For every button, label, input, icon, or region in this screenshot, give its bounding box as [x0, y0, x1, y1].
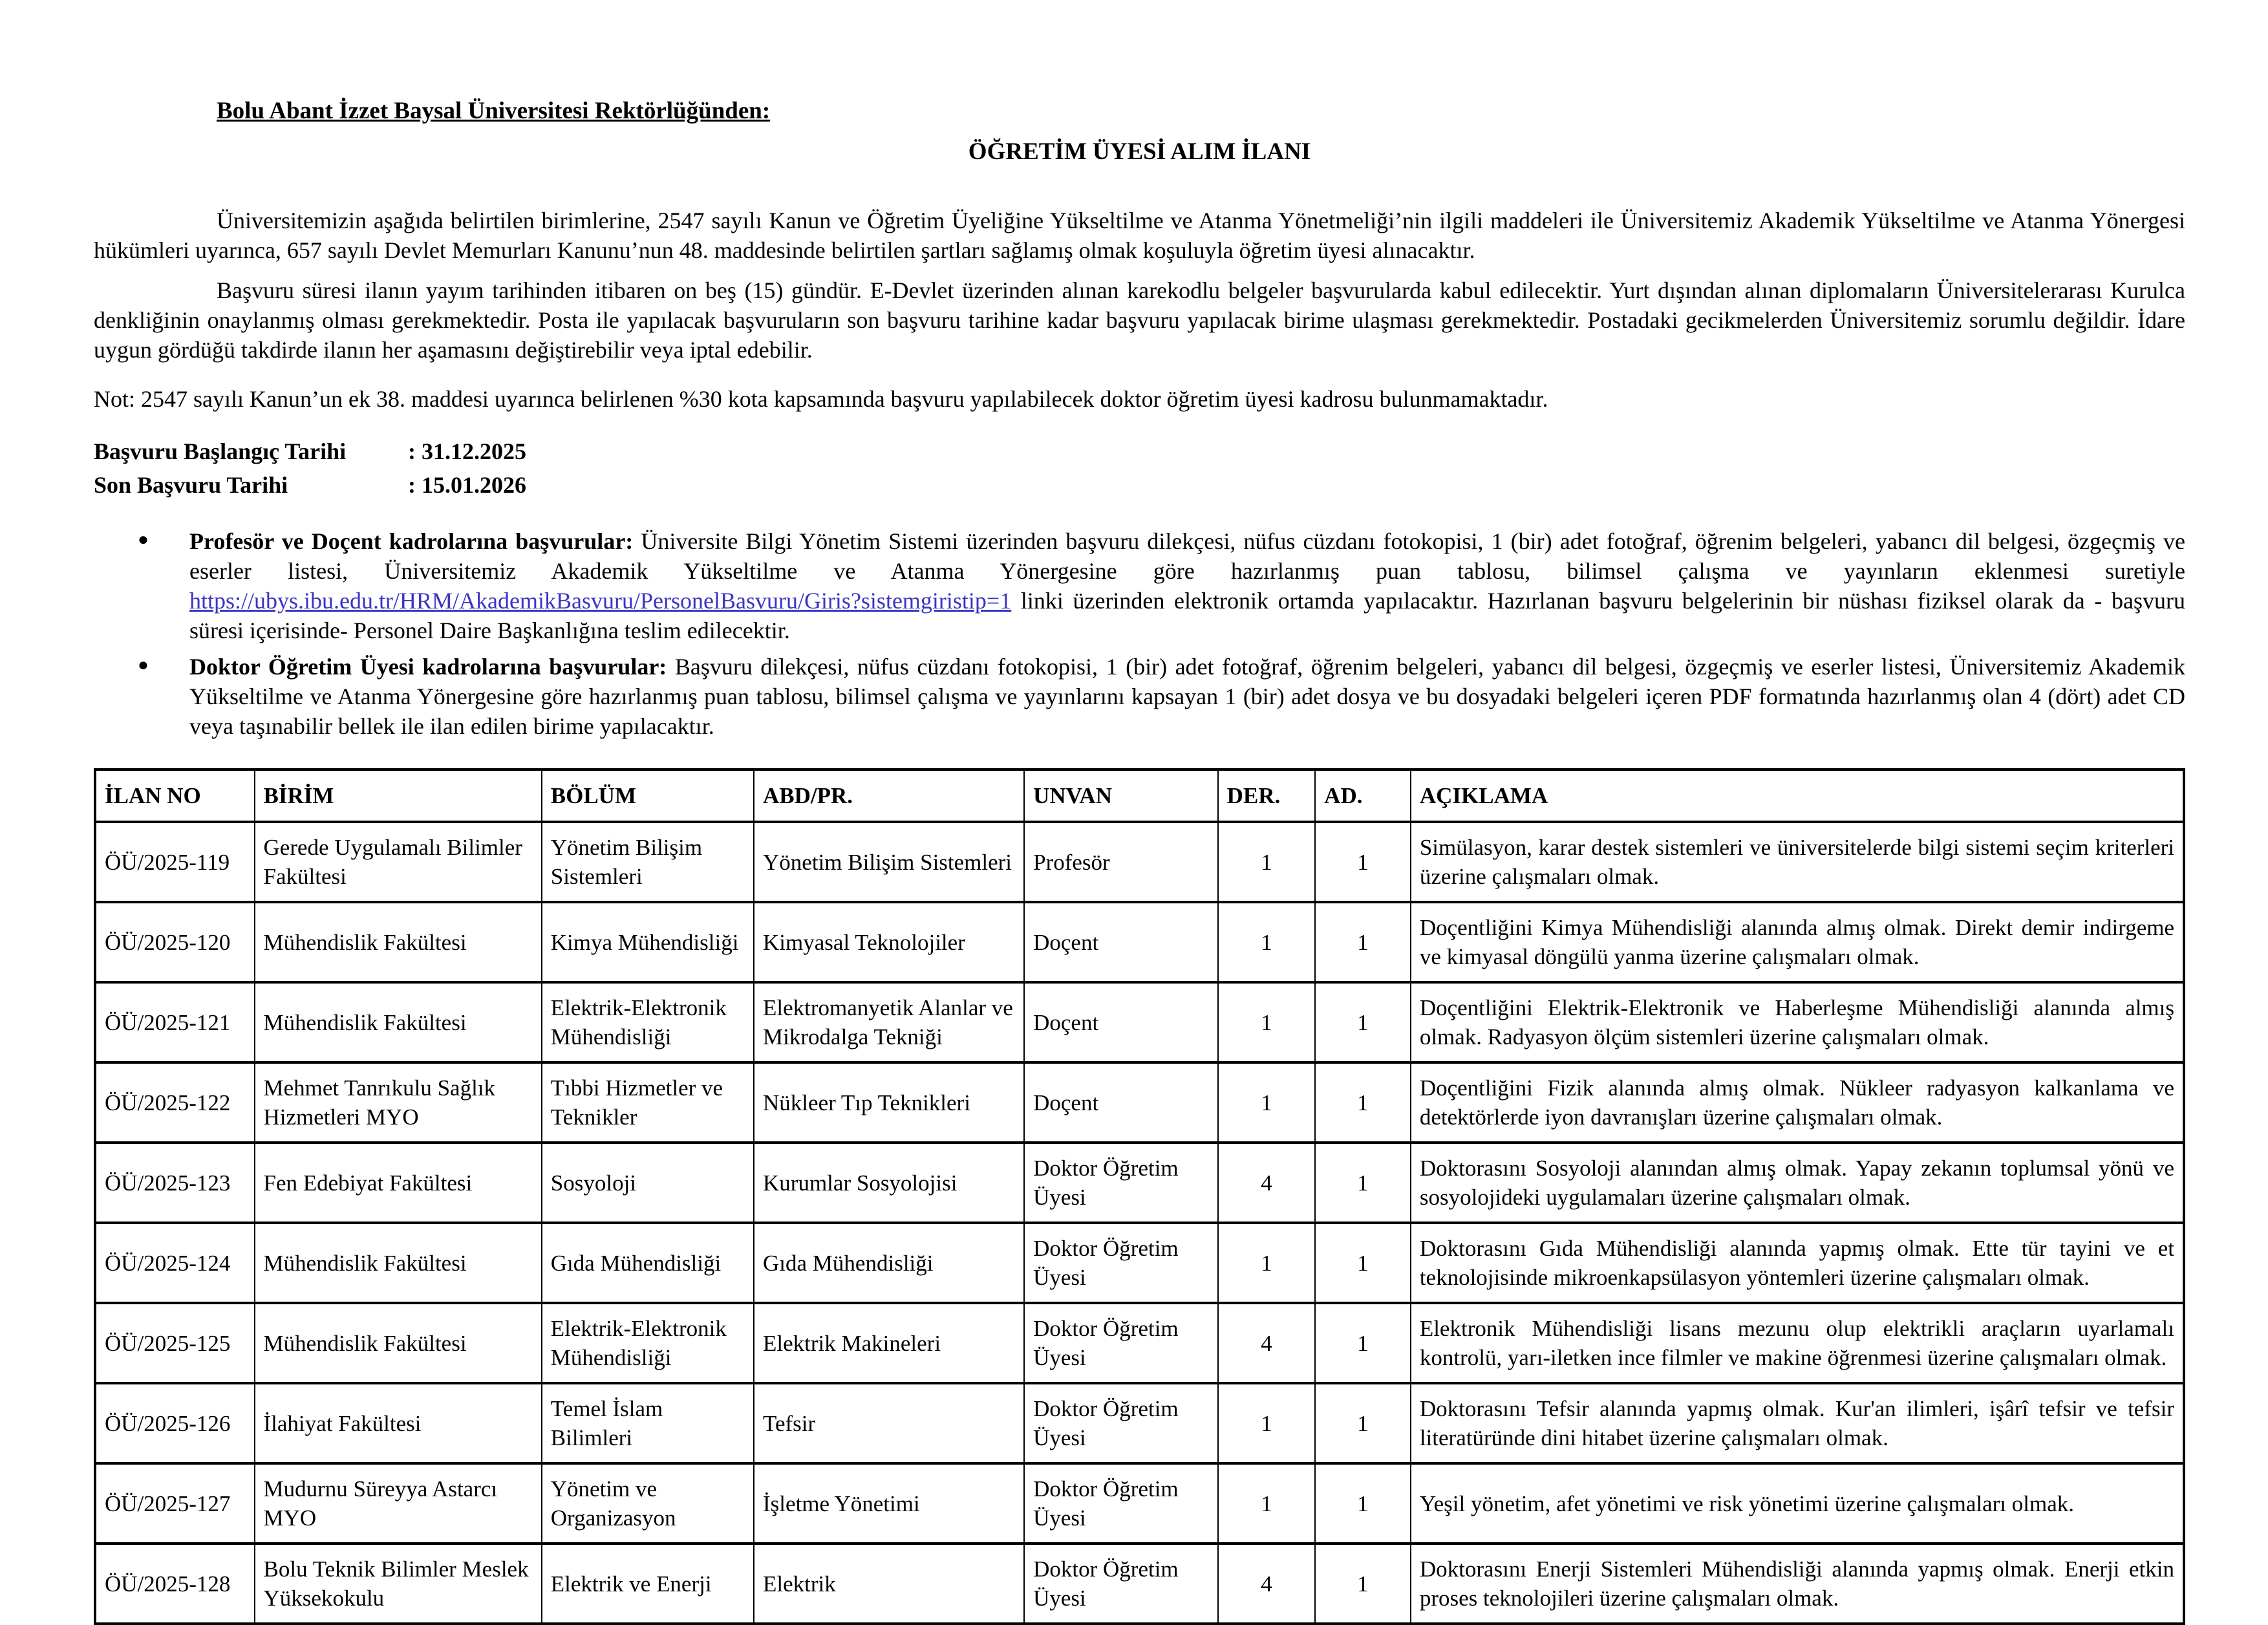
- cell-bolum: Sosyoloji: [542, 1143, 754, 1223]
- cell-unvan: Doktor Öğretim Üyesi: [1024, 1383, 1218, 1463]
- cell-unvan: Doçent: [1024, 902, 1218, 982]
- end-date-label: Son Başvuru Tarihi: [94, 472, 288, 498]
- cell-ad: 1: [1315, 1463, 1411, 1544]
- cell-der: 1: [1218, 1223, 1316, 1303]
- table-row: [95, 902, 2184, 982]
- cell-ilan-no: ÖÜ/2025-119: [95, 822, 255, 902]
- cell-bolum: Tıbbi Hizmetler ve Teknikler: [542, 1062, 754, 1143]
- paragraph-application-rules: Başvuru süresi ilanın yayım tarihinden itibaren on beş (15) gündür. E-Devlet üzerinden alınan karekodlu belgeler başvurularda kabul edilecektir. Yurt dışından alınan diplomaların Üniversitelerarası Kurulca denkliğinin onaylanmış olması gerekmektedir. Posta ile yapılacak başvuruların son başvuru tarihine kadar başvuru yapılacak birime ulaşması gerekmektedir. Postadaki gecikmelerden Üniversitemiz sorumlu değildir. İdare uygun gördüğü takdirde ilanın her aşamasını değiştirebilir veya iptal edebilir.: [94, 277, 2185, 363]
- cell-ad: 1: [1315, 902, 1411, 982]
- header-ilan-no: İLAN NO: [95, 769, 255, 822]
- table-row: [95, 1223, 2184, 1303]
- cell-birim: Mudurnu Süreyya Astarcı MYO: [255, 1463, 542, 1544]
- header-birim: BİRİM: [255, 769, 542, 822]
- bullet-text-after-link: linki üzerinden elektronik ortamda yapılacaktır. Hazırlanan başvuru belgelerinin bir nüshası fiziksel olarak da - başvuru süresi içerisinde- Personel Daire Başkanlığına teslim edilecektir.: [189, 588, 2185, 643]
- paragraph-intro: Üniversitemizin aşağıda belirtilen birimlerine, 2547 sayılı Kanun ve Öğretim Üyeliğine Yükseltilme ve Atanma Yönetmeliği’nin ilgili maddeleri ile Üniversitemiz Akademik Yükseltilme ve Atanma Yönergesi hükümleri uyarınca, 657 sayılı Devlet Memurları Kanunu’nun 48. maddesinde belirtilen şartları sağlamış olmak koşuluyla öğretim üyesi alınacaktır.: [94, 208, 2185, 263]
- cell-der: 4: [1218, 1303, 1316, 1383]
- cell-unvan: Doktor Öğretim Üyesi: [1024, 1223, 1218, 1303]
- cell-ilan-no: ÖÜ/2025-128: [95, 1544, 255, 1624]
- cell-birim: Gerede Uygulamalı Bilimler Fakültesi: [255, 822, 542, 902]
- cell-ilan-no: ÖÜ/2025-127: [95, 1463, 255, 1544]
- bullet-doktor-ogretim-uyesi: [138, 652, 2185, 741]
- cell-aciklama: Yeşil yönetim, afet yönetimi ve risk yönetimi üzerine çalışmaları olmak.: [1411, 1463, 2184, 1544]
- cell-unvan: Doçent: [1024, 982, 1218, 1062]
- cell-abd-pr: Nükleer Tıp Teknikleri: [754, 1062, 1024, 1143]
- table-row: [95, 1383, 2184, 1463]
- cell-ilan-no: ÖÜ/2025-123: [95, 1143, 255, 1223]
- cell-der: 4: [1218, 1544, 1316, 1624]
- cell-ilan-no: ÖÜ/2025-125: [95, 1303, 255, 1383]
- cell-abd-pr: Elektromanyetik Alanlar ve Mikrodalga Tekniği: [754, 982, 1024, 1062]
- cell-ad: 1: [1315, 1544, 1411, 1624]
- cell-bolum: Gıda Mühendisliği: [542, 1223, 754, 1303]
- table-row: [95, 1062, 2184, 1143]
- cell-unvan: Doktor Öğretim Üyesi: [1024, 1143, 1218, 1223]
- cell-der: 1: [1218, 982, 1316, 1062]
- header-der: DER.: [1218, 769, 1316, 822]
- cell-birim: Mehmet Tanrıkulu Sağlık Hizmetleri MYO: [255, 1062, 542, 1143]
- header-aciklama: AÇIKLAMA: [1411, 769, 2184, 822]
- cell-unvan: Doktor Öğretim Üyesi: [1024, 1463, 1218, 1544]
- cell-ad: 1: [1315, 822, 1411, 902]
- cell-aciklama: Doçentliğini Fizik alanında almış olmak. Nükleer radyasyon kalkanlama ve detektörlerde iyon davranışları üzerine çalışmaları olmak.: [1411, 1062, 2184, 1143]
- table-row: [95, 822, 2184, 902]
- cell-aciklama: Doçentliğini Kimya Mühendisliği alanında almış olmak. Direkt demir indirgeme ve kimyasal döngülü yanma üzerine çalışmaları olmak.: [1411, 902, 2184, 982]
- cell-aciklama: Doktorasını Enerji Sistemleri Mühendisliği alanında yapmış olmak. Enerji etkin proses teknolojileri üzerine çalışmaları olmak.: [1411, 1544, 2184, 1624]
- cell-unvan: Profesör: [1024, 822, 1218, 902]
- cell-der: 1: [1218, 1463, 1316, 1544]
- bullet-icon: ●: [138, 655, 149, 675]
- cell-ilan-no: ÖÜ/2025-121: [95, 982, 255, 1062]
- cell-bolum: Elektrik ve Enerji: [542, 1544, 754, 1624]
- cell-birim: Mühendislik Fakültesi: [255, 1223, 542, 1303]
- cell-bolum: Temel İslam Bilimleri: [542, 1383, 754, 1463]
- table-row: [95, 1303, 2184, 1383]
- bullet-text-before-link: Üniversite Bilgi Yönetim Sistemi üzerinden başvuru dilekçesi, nüfus cüzdanı fotokopisi, 1 (bir) adet fotoğraf, öğrenim belgeleri, yabancı dil belgesi, özgeçmiş ve eserler listesi, Üniversitemiz Akademik Yükseltilme ve Atanma Yönergesine göre hazırlanmış puan tablosu, bilimsel çalışma ve yayınların eklenmesi suretiyle: [189, 528, 2185, 584]
- cell-birim: İlahiyat Fakültesi: [255, 1383, 542, 1463]
- cell-ilan-no: ÖÜ/2025-120: [95, 902, 255, 982]
- cell-bolum: Yönetim Bilişim Sistemleri: [542, 822, 754, 902]
- page-title: Bolu Abant İzzet Baysal Üniversitesi Rektörlüğünden:: [217, 98, 771, 124]
- start-date-value: 31.12.2025: [422, 438, 526, 464]
- bullet-bold-lead: Profesör ve Doçent kadrolarına başvurular:: [189, 528, 634, 554]
- cell-bolum: Elektrik-Elektronik Mühendisliği: [542, 1303, 754, 1383]
- cell-unvan: Doktor Öğretim Üyesi: [1024, 1544, 1218, 1624]
- cell-aciklama: Doktorasını Gıda Mühendisliği alanında yapmış olmak. Ette tür tayini ve et teknolojisinde mikroenkapsülasyon yöntemleri üzerine çalışmaları olmak.: [1411, 1223, 2184, 1303]
- cell-ad: 1: [1315, 1223, 1411, 1303]
- cell-bolum: Yönetim ve Organizasyon: [542, 1463, 754, 1544]
- cell-bolum: Kimya Mühendisliği: [542, 902, 754, 982]
- application-dates: [94, 435, 2185, 502]
- cell-abd-pr: Tefsir: [754, 1383, 1024, 1463]
- cell-abd-pr: Yönetim Bilişim Sistemleri: [754, 822, 1024, 902]
- cell-abd-pr: İşletme Yönetimi: [754, 1463, 1024, 1544]
- table-body: [95, 822, 2184, 1624]
- cell-birim: Mühendislik Fakültesi: [255, 1303, 542, 1383]
- table-row: [95, 1463, 2184, 1544]
- application-bullet-list: [94, 526, 2185, 741]
- cell-ad: 1: [1315, 1303, 1411, 1383]
- end-date-value: 15.01.2026: [422, 472, 526, 498]
- table-row: [95, 1544, 2184, 1624]
- announcement-title: ÖĞRETİM ÜYESİ ALIM İLANI: [968, 138, 1311, 165]
- table-row: [95, 1143, 2184, 1223]
- cell-birim: Bolu Teknik Bilimler Meslek Yüksekokulu: [255, 1544, 542, 1624]
- bullet-icon: ●: [138, 530, 149, 550]
- start-date-separator: :: [408, 438, 416, 464]
- cell-ilan-no: ÖÜ/2025-122: [95, 1062, 255, 1143]
- cell-aciklama: Elektronik Mühendisliği lisans mezunu olup elektrikli araçların uyarlamalı kontrolü, yarı-iletken ince filmler ve makine öğrenmesi üzerine çalışmaları olmak.: [1411, 1303, 2184, 1383]
- end-date-row: [94, 468, 2185, 502]
- cell-birim: Mühendislik Fakültesi: [255, 982, 542, 1062]
- table-row: [95, 982, 2184, 1062]
- header-unvan: UNVAN: [1024, 769, 1218, 822]
- cell-aciklama: Doktorasını Tefsir alanında yapmış olmak. Kur'an ilimleri, işârî tefsir ve tefsir literatüründe dini hitabet üzerine çalışmaları olmak.: [1411, 1383, 2184, 1463]
- cell-abd-pr: Elektrik Makineleri: [754, 1303, 1024, 1383]
- bullet-text: Başvuru dilekçesi, nüfus cüzdanı fotokopisi, 1 (bir) adet fotoğraf, öğrenim belgeleri, yabancı dil belgesi, özgeçmiş ve eserler listesi, Üniversitemiz Akademik Yükseltilme ve Atanma Yönergesine göre hazırlanmış puan tablosu, bilimsel çalışma ve yayınlarını kapsayan 1 (bir) adet dosya ve bu dosyadaki belgeleri içeren PDF formatında hazırlanmış olan 4 (dört) adet CD veya taşınabilir bellek ile ilan edilen birime yapılacaktır.: [189, 654, 2185, 739]
- cell-aciklama: Simülasyon, karar destek sistemleri ve üniversitelerde bilgi sistemi seçim kriterleri üzerine çalışmaları olmak.: [1411, 822, 2184, 902]
- bullet-professor-docent: [138, 526, 2185, 645]
- cell-der: 4: [1218, 1143, 1316, 1223]
- cell-ilan-no: ÖÜ/2025-124: [95, 1223, 255, 1303]
- cell-abd-pr: Kurumlar Sosyolojisi: [754, 1143, 1024, 1223]
- cell-abd-pr: Gıda Mühendisliği: [754, 1223, 1024, 1303]
- cell-ad: 1: [1315, 1062, 1411, 1143]
- cell-ad: 1: [1315, 1143, 1411, 1223]
- cell-birim: Mühendislik Fakültesi: [255, 902, 542, 982]
- end-date-separator: :: [408, 472, 416, 498]
- cell-aciklama: Doktorasını Sosyoloji alanından almış olmak. Yapay zekanın toplumsal yönü ve sosyolojideki uygulamaları üzerine çalışmaları olmak.: [1411, 1143, 2184, 1223]
- bullet-bold-lead: Doktor Öğretim Üyesi kadrolarına başvurular:: [189, 654, 667, 680]
- start-date-label: Başvuru Başlangıç Tarihi: [94, 438, 347, 464]
- cell-unvan: Doktor Öğretim Üyesi: [1024, 1303, 1218, 1383]
- header-abd-pr: ABD/PR.: [754, 769, 1024, 822]
- start-date-row: [94, 435, 2185, 468]
- cell-der: 1: [1218, 1383, 1316, 1463]
- cell-abd-pr: Elektrik: [754, 1544, 1024, 1624]
- table-header-row: [95, 769, 2184, 822]
- cell-der: 1: [1218, 1062, 1316, 1143]
- cell-birim: Fen Edebiyat Fakültesi: [255, 1143, 542, 1223]
- cell-ad: 1: [1315, 1383, 1411, 1463]
- cell-unvan: Doçent: [1024, 1062, 1218, 1143]
- cell-der: 1: [1218, 822, 1316, 902]
- cell-ad: 1: [1315, 982, 1411, 1062]
- header-ad: AD.: [1315, 769, 1411, 822]
- header-bolum: BÖLÜM: [542, 769, 754, 822]
- cell-bolum: Elektrik-Elektronik Mühendisliği: [542, 982, 754, 1062]
- cell-abd-pr: Kimyasal Teknolojiler: [754, 902, 1024, 982]
- cell-aciklama: Doçentliğini Elektrik-Elektronik ve Haberleşme Mühendisliği alanında almış olmak. Radyasyon ölçüm sistemleri üzerine çalışmaları olmak.: [1411, 982, 2184, 1062]
- application-portal-link[interactable]: https://ubys.ibu.edu.tr/HRM/AkademikBasvuru/PersonelBasvuru/Giris?sistemgiristip=1: [189, 588, 1012, 614]
- cell-der: 1: [1218, 902, 1316, 982]
- cell-ilan-no: ÖÜ/2025-126: [95, 1383, 255, 1463]
- position-table: [94, 768, 2185, 1625]
- paragraph-note: Not: 2547 sayılı Kanun’un ek 38. maddesi uyarınca belirlenen %30 kota kapsamında başvuru yapılabilecek doktor öğretim üyesi kadrosu bulunmamaktadır.: [94, 386, 1548, 412]
